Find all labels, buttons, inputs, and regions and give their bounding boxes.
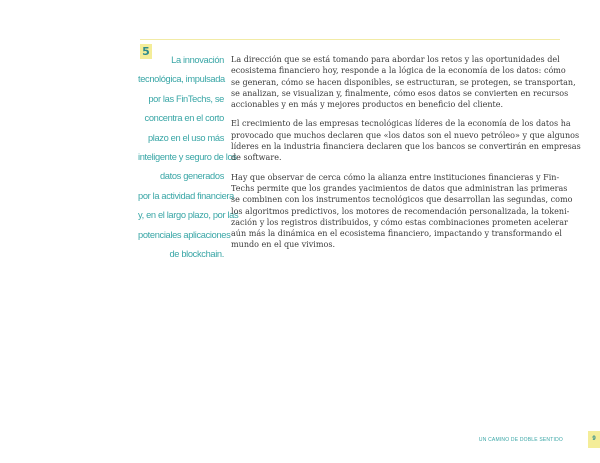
body-line: se combinen con los instrumentos tecnológicos que desarrollan las segundas, como xyxy=(231,195,573,205)
top-rule xyxy=(140,39,560,40)
body-line: Hay que observar de cerca cómo la alianza entre instituciones financieras y Fin- xyxy=(231,172,560,182)
body-line: La dirección que se está tomando para abordar los retos y las oportunidades del xyxy=(231,55,560,64)
pull-quote-line: plazo en el uso más xyxy=(147,132,224,143)
pull-quote-line: datos generados xyxy=(159,171,224,182)
pull-quote-line: tecnológica, impulsada xyxy=(138,74,225,85)
body-line: Techs permite que los grandes yacimientos de datos que administran las primeras xyxy=(231,183,568,193)
running-title: UN CAMINO DE DOBLE SENTIDO xyxy=(478,437,563,443)
body-line: accionables y en más y mejores productos en beneficio del cliente. xyxy=(231,100,504,110)
page-number: 9 xyxy=(588,431,600,448)
section-number-badge: 5 xyxy=(140,44,152,59)
body-paragraph-1 xyxy=(231,54,576,110)
body-line: se generan, cómo se hacen disponibles, se estructuran, se protegen, se transportan, xyxy=(231,77,576,87)
body-line: líderes en la industria financiera declaren que los bancos se convertirán en empresas xyxy=(231,142,581,152)
pull-quote xyxy=(138,51,239,264)
body-line: se analizan, se visualizan y, finalmente, cómo esos datos se convierten en recursos xyxy=(231,88,569,98)
pull-quote-line: y, en el largo plazo, por las xyxy=(138,210,239,221)
pull-quote-line: concentra en el corto xyxy=(144,113,224,124)
body-line: provocado que muchos declaren que «los datos son el nuevo petróleo» y que algunos xyxy=(231,130,580,140)
body-line: aún más la dinámica en el ecosistema financiero, impactando y transformando el xyxy=(231,229,562,239)
body-line: de software. xyxy=(231,153,282,163)
pull-quote-line: por la actividad financiera xyxy=(138,190,234,201)
body-paragraph-3 xyxy=(231,172,573,251)
body-line: zación y los registros distribuidos, y cómo estas combinaciones prometen acelerar xyxy=(231,217,568,227)
body-line: mundo en el que vivimos. xyxy=(231,240,336,250)
pull-quote-line: potenciales aplicaciones xyxy=(138,229,231,240)
pull-quote-line: La innovación xyxy=(171,55,224,65)
body-line: los algoritmos predictivos, los motores de recomendación personalizada, la tokeni- xyxy=(231,206,570,216)
pull-quote-line: inteligente y seguro de los xyxy=(138,152,237,163)
body-paragraph-2 xyxy=(231,118,581,163)
body-line: El crecimiento de las empresas tecnológicas líderes de la economía de los datos ha xyxy=(231,119,571,129)
pull-quote-line: por las FinTechs, se xyxy=(148,93,224,104)
pull-quote-line: de blockchain. xyxy=(169,249,224,260)
body-line: ecosistema financiero hoy, responde a la lógica de la economía de los datos: cómo xyxy=(231,66,566,76)
body-text xyxy=(231,54,581,259)
